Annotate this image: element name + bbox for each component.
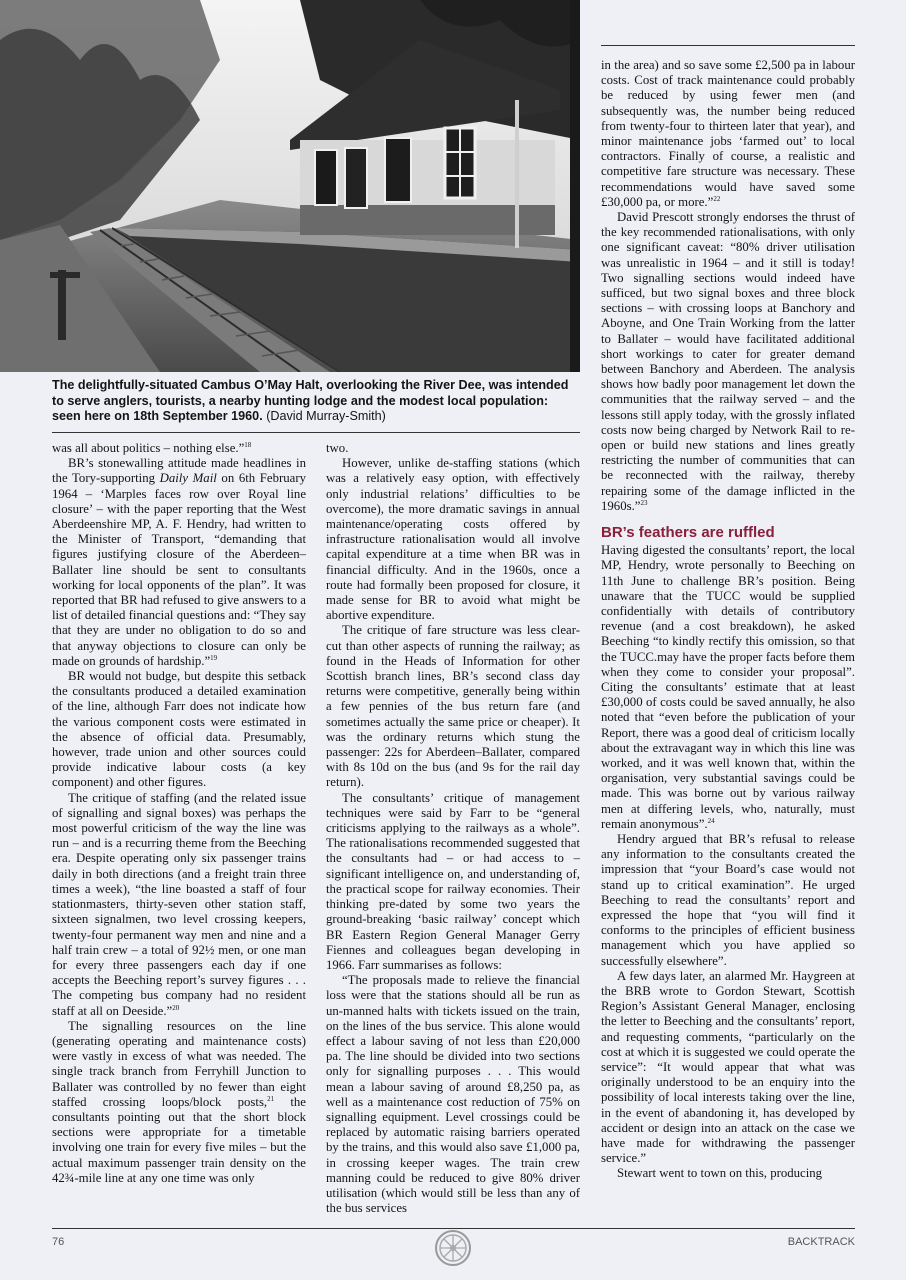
column-3 [601,58,855,1182]
caption-rule [52,432,580,433]
text: The critique of staffing (and the related issue of signalling and signal boxes) was perhaps the most powerful criticism of the way the line was run – and is a recurring theme from the Beeching era. Despite operating only six passenger trains daily in both directions (and a freight train three times a week), “the line boasted a staff of four stationmasters, thirty-seven other station staff, sixteen signalmen, two level crossing keepers, twenty-four permanent way men and nine and a half train crew – a total of 92½ men, or one man for every three passengers each day if one accepts the Beeching report’s survey figures . . . The competing bus company had no resident staff at all on Deeside.” [52,790,306,1018]
paragraph: “The proposals made to relieve the financial loss were that the stations should all be run as un-manned halts with tickets issued on the train, on the lines of the bus service. This alone would effect a labour saving of not less than £20,000 pa. The line should be divided into two sections only for signalling purposes . . . This would mean a labour saving of around £8,250 pa, as well as a maintenance cost reduction of 75% on signalling equipment. Level crossings could be replaced by automatic raising barriers operated by the trains, and this would also save £1,000 pa, in crossing keeper wages. The train crew manning could be reduced to give 80% driver utilisation (which would still be less than any of the bus services [326,973,580,1216]
footnote-ref: 20 [172,1003,180,1012]
footnote-ref: 23 [640,498,648,507]
text: the consultants pointing out that the short block sections were appropriate for a timetable involving one train for every five miles – but the actual maximum passenger train density on the 42¾-mile line at any one time was only [52,1094,306,1185]
wheel-logo-icon [433,1228,473,1273]
paragraph: However, unlike de-staffing stations (which was a relatively easy option, with effectively only industrial relations’ difficulties to be overcome), the more dramatic savings in annual maintenance/operating costs offered by infrastructure rationalisation would all involve capital expenditure at a time when BR was in financial difficulty. And in the 1960s, once a route had formally been proposed for closure, it made sense for BR to avoid what might be abortive expenditure. [326,456,580,623]
paragraph [601,543,855,832]
footnote-ref: 18 [244,441,252,449]
magazine-name: BACKTRACK [787,1236,855,1248]
page-number: 76 [52,1236,65,1248]
text: in the area) and so save some £2,500 pa in labour costs. Cost of track maintenance could probably be reduced by using fewer men (and subsequently was, the number being reduced from twenty-four to thirteen later that year), and minor maintenance jobs ‘farmed out’ to local contractors. Finally of course, a realistic and competitive fare structure was necessary. These recommendations would have saved some £30,000 pa, or more.” [601,58,855,209]
top-rule [601,45,855,46]
text: The signalling resources on the line (generating operating and maintenance costs) were vastly in excess of what was needed. The single track branch from Ferryhill Junction to Ballater was controlled by no fewer than eight staffed crossing loops/block posts, [52,1018,306,1109]
footnote-ref: 19 [210,653,218,662]
railway-halt-photo [0,0,580,372]
paragraph: BR would not budge, but despite this setback the consultants produced a detailed examination of the line, although Farr does not indicate how the various component costs were estimated in the absence of official data. Presumably, however, trade union and other sources could provide indicative labour costs (a key component) and other figures. [52,669,306,790]
text: on 6th February 1964 – ‘Marples faces row over Royal line closure’ – with the paper reporting that the West Aberdeenshire MP, A. F. Hendry, had written to the Minister of Transport, “demanding that figures justifying closure of the Aberdeen–Ballater line should be sent to consultants working for local opponents of the plan”. It was reported that BR had refused to give answers to a list of detailed financial questions and: “They say that they are under no obligation to do so and that anyway objections to closure can only be made on grounds of hardship.” [52,471,306,668]
text: Having digested the consultants’ report, the local MP, Hendry, wrote personally to Beeching on 11th June to challenge BR’s position. Being unaware that the TUCC would be supplied confidentially with details of contributory revenue (and a cost breakdown), he asked Beeching “to kindly rectify this omission, so that the TUCC.may have the proper facts before them when they come to consider your proposal”. Citing the consultants’ estimate that at least £30,000 of costs could be saved annually, he also noted that “even before the publication of your Report, there was a good deal of criticism locally about the extravagant way in which this line was worked, and it was well known that, within the organisation, very substantial savings could be made. This was borne out by various railway men at differing levels, who, naturally, must remain anonymous”. [601,543,855,831]
station-photo [0,0,580,372]
paragraph [601,210,855,514]
paragraph: two. [326,441,349,455]
paragraph: Stewart went to town on this, producing [617,1166,823,1181]
footnote-ref: 22 [713,194,721,203]
column-2 [326,441,580,1216]
caption-credit: (David Murray-Smith) [266,409,386,424]
paragraph [52,791,306,1019]
caption-text: The delightfully-situated Cambus O’May Halt, overlooking the River Dee, was intended to serve anglers, tourists, a nearby hunting lodge and the modest local population: seen here on 18th September 1960. [52,378,569,424]
paragraph [52,456,306,669]
paragraph [52,441,306,456]
text: was all about politics – nothing else.” [52,441,245,455]
paragraph: A few days later, an alarmed Mr. Haygreen at the BRB wrote to Gordon Stewart, Scottish Region’s Assistant General Manager, enclosing the letter to Beeching and the consultants’ report, and requesting comments, “particularly on the cost at which it is suggested we could operate the service”: “It would appear that what was originally understood to be an enquiry into the possibility of local interests taking over the line, in the event of abandoning it, has developed by accident or design into an attack on the case we have made for withdrawing the passenger service.” [601,968,855,1166]
text: David Prescott strongly endorses the thrust of the key recommended rationalisations, with only one significant caveat: “80% driver utilisation was unrealistic in 1964 – and it still is today! Two signalling sections would indeed have sufficed, but two signal boxes and three block sections – with crossing loops at Banchory and Aboyne, and One Train Working from the latter to Ballater – would have facilitated additional short workings to cater for greater demand between Banchory and Aberdeen. The analysis shows how badly poor management let down the communities that the railway served – and the lessons still apply today, with the grossly inflated costs now being charged by Network Rail to re-open or build new stations and lines greatly restricting the number of communities that can be reconnected with the railway, thereby repairing some of the damage inflicted in the 1960s.” [601,210,855,513]
footnote-ref: 21 [267,1094,275,1103]
section-heading: BR’s feathers are ruffled [601,524,775,542]
paragraph: The consultants’ critique of management techniques were said by Farr to be “general criticisms applying to the railways as a whole”. The rationalisations recommended suggested that the consultants had – or had access to – significant intelligence on, and understanding of, the practical scope for railway economies. Their thinking pre-dated by some two years the ground-breaking ‘basic railway’ concept which BR Eastern Region General Manager Gerry Fiennes and colleagues began developing in 1966. Farr summarises as follows: [326,790,580,972]
newspaper-title: Daily Mail [159,471,217,486]
footnote-ref: 24 [707,816,715,825]
column-1 [52,441,306,1186]
paragraph [52,1019,306,1186]
photo-caption [52,378,580,425]
paragraph: The critique of fare structure was less clear-cut than other aspects of running the railway; as found in the Heads of Information for other Scottish branch lines, BR’s second class day returns were competitive, generally being within a few pennies of the bus return fare (and sometimes actually the same price or cheaper). It was the ordinary returns which stung the passenger: 22s for Aberdeen–Ballater, compared with 8s 10d on the bus (and 9s for the rail day return). [326,623,580,790]
paragraph: Hendry argued that BR’s refusal to release any information to the consultants created the impression that “your Board’s case would not stand up to critical examination”. He urged Beeching to read the consultants’ report and expressed the hope that “you will find it conforms to the principles of efficient business management which you have applied so successfully elsewhere”. [601,831,855,968]
paragraph [601,58,855,210]
text: BR’s stonewalling attitude made headlines in the Tory-supporting [52,456,306,486]
